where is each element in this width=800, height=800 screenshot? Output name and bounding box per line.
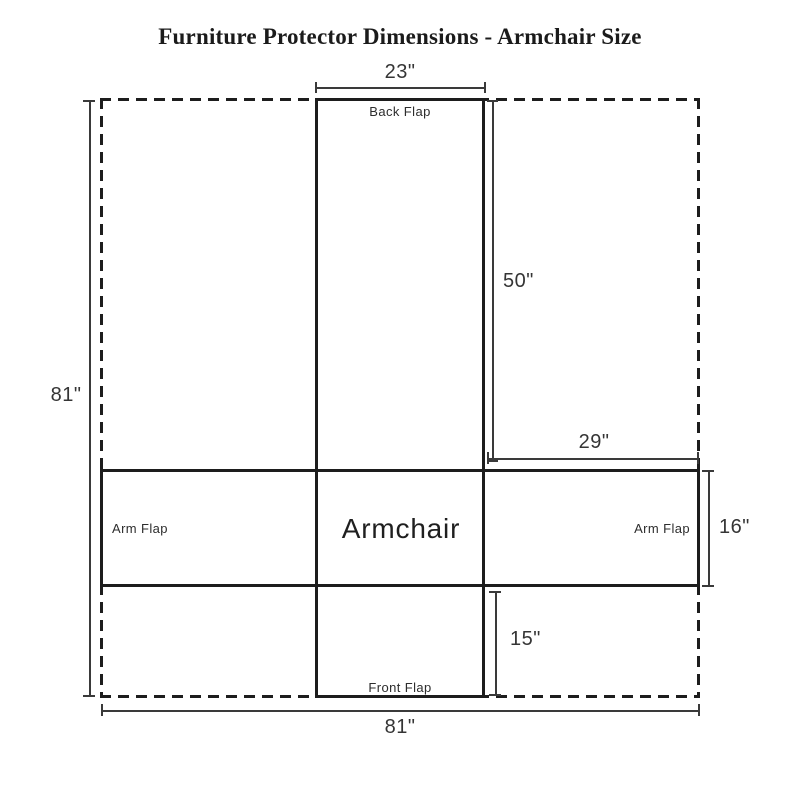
dim-81-bottom-value: 81": [384, 716, 416, 738]
dim-81-bottom-line: [101, 710, 699, 712]
dim-29-tick-right: [697, 452, 699, 464]
dim-16-value: 16": [719, 516, 750, 538]
back-flap-label: Back Flap: [369, 104, 431, 119]
armchair-label: Armchair: [341, 513, 461, 544]
dashed-border-right: [697, 98, 700, 698]
dim-29-tick-left: [487, 452, 489, 464]
dim-23-value: 23": [384, 61, 416, 83]
dim-29-line: [487, 458, 699, 460]
dim-15-tick-top: [489, 591, 501, 593]
dim-15-tick-bottom: [489, 694, 501, 696]
arm-flap-right-label: Arm Flap: [634, 521, 690, 536]
dim-81-bottom-tick-left: [101, 704, 103, 716]
dim-29-value: 29": [578, 431, 610, 453]
dim-16-tick-top: [702, 470, 714, 472]
center-column-outline: [315, 98, 485, 698]
dim-50-value: 50": [503, 270, 534, 292]
arm-flap-left-label: Arm Flap: [112, 521, 168, 536]
front-flap-label: Front Flap: [368, 680, 432, 695]
dim-81-left-tick-bottom: [83, 695, 95, 697]
dim-50-tick-bottom: [487, 460, 498, 462]
dim-50-tick-top: [487, 100, 498, 102]
dim-23-line: [315, 87, 485, 89]
dim-23-tick-right: [484, 82, 486, 93]
dim-81-bottom-tick-right: [698, 704, 700, 716]
dim-50-line: [492, 100, 494, 461]
dashed-border-left: [100, 98, 103, 698]
dim-16-line: [708, 470, 710, 586]
dim-16-tick-bottom: [702, 585, 714, 587]
dim-15-value: 15": [510, 628, 541, 650]
dim-15-line: [495, 591, 497, 696]
dim-81-left-value: 81": [50, 384, 82, 406]
page-title: Furniture Protector Dimensions - Armchair Size: [158, 24, 642, 49]
dim-81-left-line: [89, 100, 91, 697]
dim-81-left-tick-top: [83, 100, 95, 102]
dim-23-tick-left: [315, 82, 317, 93]
